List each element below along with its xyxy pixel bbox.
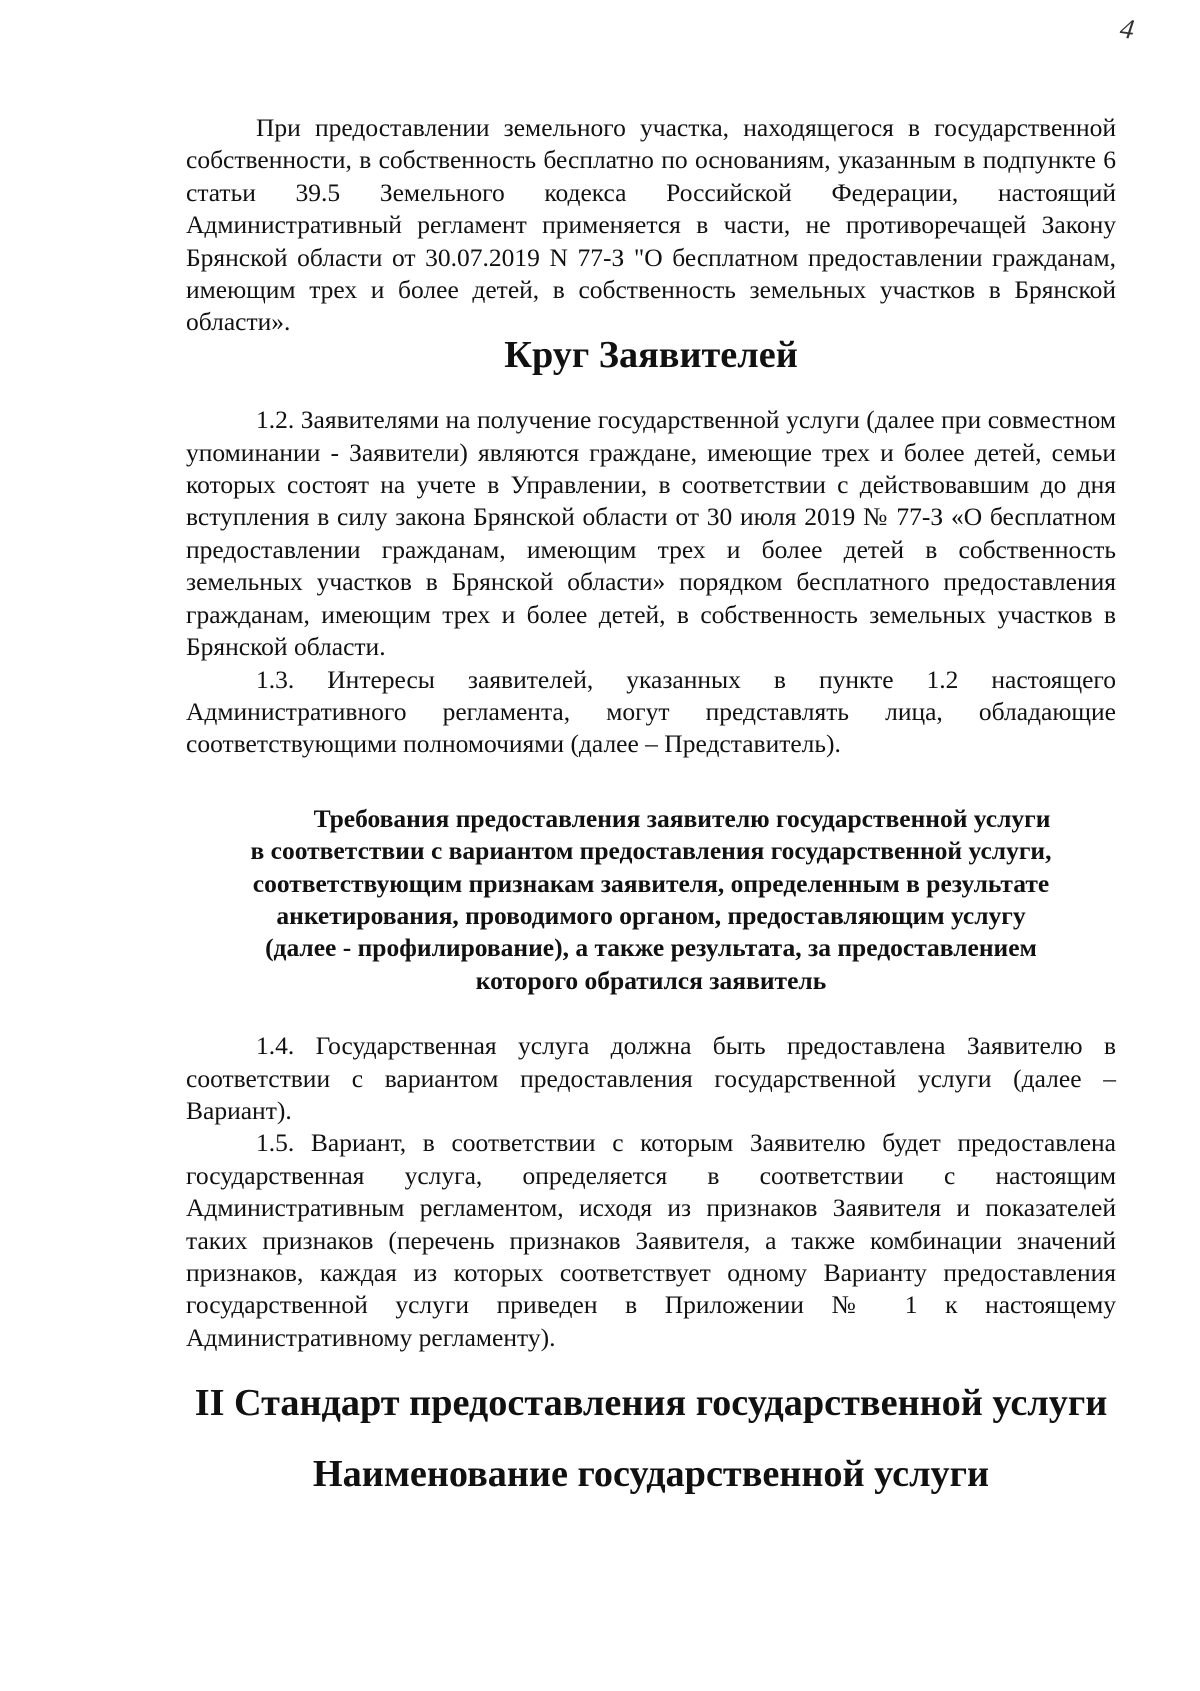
page-number: 4 bbox=[1117, 13, 1137, 46]
section-heading-standard: II Стандарт предоставления государственной услуги bbox=[194, 1382, 1108, 1425]
paragraph-1-5: 1.5. Вариант, в соответствии с которым Заявителю будет предоставлена государственная услуга, определяется в соответствии с настоящим Административным регламентом, исходя из признаков Заявителя и показателей таких признаков (перечень признаков Заявителя, а также комбинации значений признаков, каждая из которых соответствует одному Варианту предоставления государственной услуги приведен в Приложении № 1 к настоящему Административному регламенту). bbox=[186, 1128, 1116, 1352]
heading-line: Требования предоставления заявителю государственной услуги bbox=[313, 803, 1051, 833]
section-heading-requirements bbox=[186, 803, 1116, 997]
document-body bbox=[186, 112, 1116, 1495]
section-heading-service-name: Наименование государственной услуги bbox=[312, 1452, 990, 1495]
section-heading-applicants: Круг Заявителей bbox=[504, 333, 798, 376]
heading-line: которого обратился заявитель bbox=[475, 965, 827, 995]
heading-line: (далее - профилирование), а также результата, за предоставлением bbox=[265, 933, 1037, 963]
heading-line: соответствующим признакам заявителя, определенным в результате bbox=[252, 868, 1050, 898]
paragraph-1-3: 1.3. Интересы заявителей, указанных в пункте 1.2 настоящего Административного регламента, могут представлять лица, обладающие соответствующими полномочиями (далее – Представитель). bbox=[186, 664, 1116, 759]
heading-line: анкетирования, проводимого органом, предоставляющим услугу bbox=[276, 900, 1026, 930]
paragraph-intro: При предоставлении земельного участка, находящегося в государственной собственности, в собственность бесплатно по основаниям, указанным в подпункте 6 статьи 39.5 Земельного кодекса Российской Федерации, настоящий Административный регламент применяется в части, не противоречащей Закону Брянской области от 30.07.2019 N 77-З "О бесплатном предоставлении гражданам, имеющим трех и более детей, в собственность земельных участков в Брянской области». bbox=[186, 113, 1116, 337]
heading-line: в соответствии с вариантом предоставления государственной услуги, bbox=[250, 836, 1052, 866]
paragraph-1-4: 1.4. Государственная услуга должна быть предоставлена Заявителю в соответствии с вариантом предоставления государственной услуги (далее – Вариант). bbox=[186, 1031, 1116, 1125]
paragraph-1-2: 1.2. Заявителями на получение государственной услуги (далее при совместном упоминании - Заявители) являются граждане, имеющие трех и более детей, семьи которых состоят на учете в Управлении, в соответствии с действовавшим до дня вступления в силу закона Брянской области от 30 июля 2019 № 77-З «О бесплатном предоставлении гражданам, имеющим трех и более детей в собственность земельных участков в Брянской области» порядком бесплатного предоставления гражданам, имеющим трех и более детей, в собственность земельных участков в Брянской области. bbox=[186, 405, 1116, 662]
